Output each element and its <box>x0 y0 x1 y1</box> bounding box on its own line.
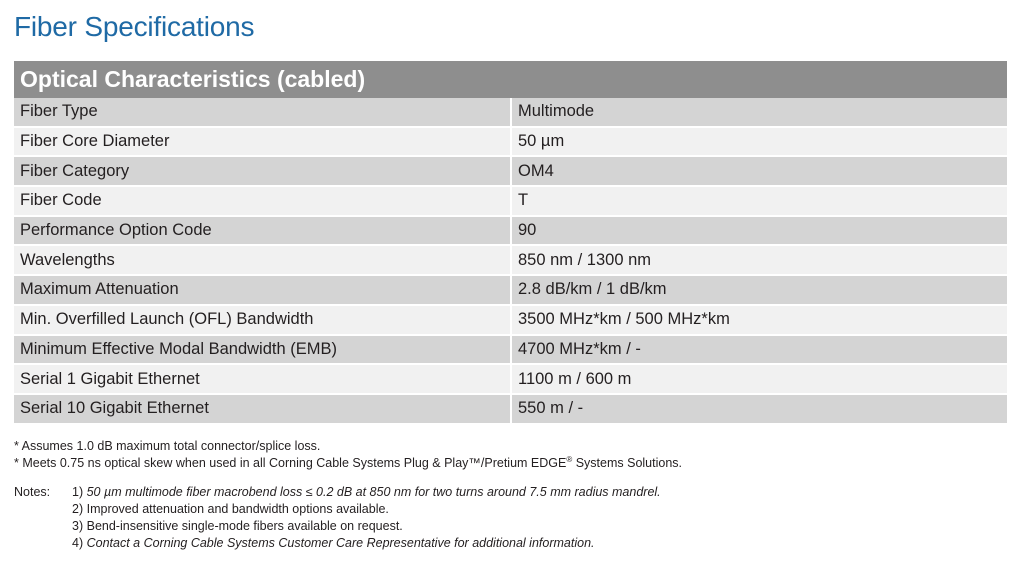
note-item <box>72 518 661 535</box>
note-number: 4) <box>72 536 84 550</box>
table-row <box>14 156 1007 186</box>
row-label: Minimum Effective Modal Bandwidth (EMB) <box>14 335 511 365</box>
row-label: Serial 1 Gigabit Ethernet <box>14 364 511 394</box>
row-label: Min. Overfilled Launch (OFL) Bandwidth <box>14 305 511 335</box>
table-body <box>14 98 1007 424</box>
note-text: Bend-insensitive single-mode fibers available on request. <box>86 519 403 533</box>
table-row <box>14 98 1007 127</box>
notes-list <box>72 484 661 552</box>
page-title: Fiber Specifications <box>14 11 255 42</box>
table-row <box>14 275 1007 305</box>
note-text: Contact a Corning Cable Systems Customer Care Representative for additional information. <box>86 536 595 550</box>
notes-label: Notes: <box>14 485 51 499</box>
row-value: OM4 <box>511 156 1007 186</box>
note-number: 2) <box>72 502 84 516</box>
row-label: Fiber Category <box>14 156 511 186</box>
note-item <box>72 535 661 552</box>
row-label: Wavelengths <box>14 245 511 275</box>
row-label: Fiber Code <box>14 186 511 216</box>
row-value: 550 m / - <box>511 394 1007 424</box>
note-text: Improved attenuation and bandwidth options available. <box>86 502 389 516</box>
footnote-connector-loss: * Assumes 1.0 dB maximum total connector/splice loss. <box>14 439 321 453</box>
row-value: 4700 MHz*km / - <box>511 335 1007 365</box>
table-row <box>14 335 1007 365</box>
row-value: 850 nm / 1300 nm <box>511 245 1007 275</box>
notes-section <box>14 484 661 552</box>
row-value: 50 µm <box>511 127 1007 157</box>
table-row <box>14 305 1007 335</box>
table-row <box>14 127 1007 157</box>
table-row <box>14 186 1007 216</box>
row-value: T <box>511 186 1007 216</box>
footnote-optical-skew-text: * Meets 0.75 ns optical skew when used in all Corning Cable Systems Plug & Play™/Pretium EDGE <box>14 456 567 470</box>
note-number: 1) <box>72 485 84 499</box>
footnote-optical-skew <box>14 455 682 472</box>
footnote-optical-skew-suffix: Systems Solutions. <box>572 456 683 470</box>
row-label: Fiber Core Diameter <box>14 127 511 157</box>
row-value: 1100 m / 600 m <box>511 364 1007 394</box>
row-value: 3500 MHz*km / 500 MHz*km <box>511 305 1007 335</box>
row-label: Fiber Type <box>14 98 511 127</box>
note-text: 50 µm multimode fiber macrobend loss ≤ 0.2 dB at 850 nm for two turns around 7.5 mm radius mandrel. <box>86 485 661 499</box>
table-row <box>14 364 1007 394</box>
table-row <box>14 394 1007 424</box>
row-label: Maximum Attenuation <box>14 275 511 305</box>
row-label: Serial 10 Gigabit Ethernet <box>14 394 511 424</box>
row-value: Multimode <box>511 98 1007 127</box>
note-item <box>72 501 661 518</box>
row-value: 90 <box>511 216 1007 246</box>
row-label: Performance Option Code <box>14 216 511 246</box>
optical-characteristics-table <box>14 61 1007 425</box>
table-header-row <box>14 61 1007 98</box>
note-number: 3) <box>72 519 84 533</box>
table-heading: Optical Characteristics (cabled) <box>14 61 1007 98</box>
registered-mark: ® <box>566 454 573 464</box>
table-row <box>14 245 1007 275</box>
footnotes <box>14 438 682 472</box>
table-row <box>14 216 1007 246</box>
note-item <box>72 484 661 501</box>
row-value: 2.8 dB/km / 1 dB/km <box>511 275 1007 305</box>
